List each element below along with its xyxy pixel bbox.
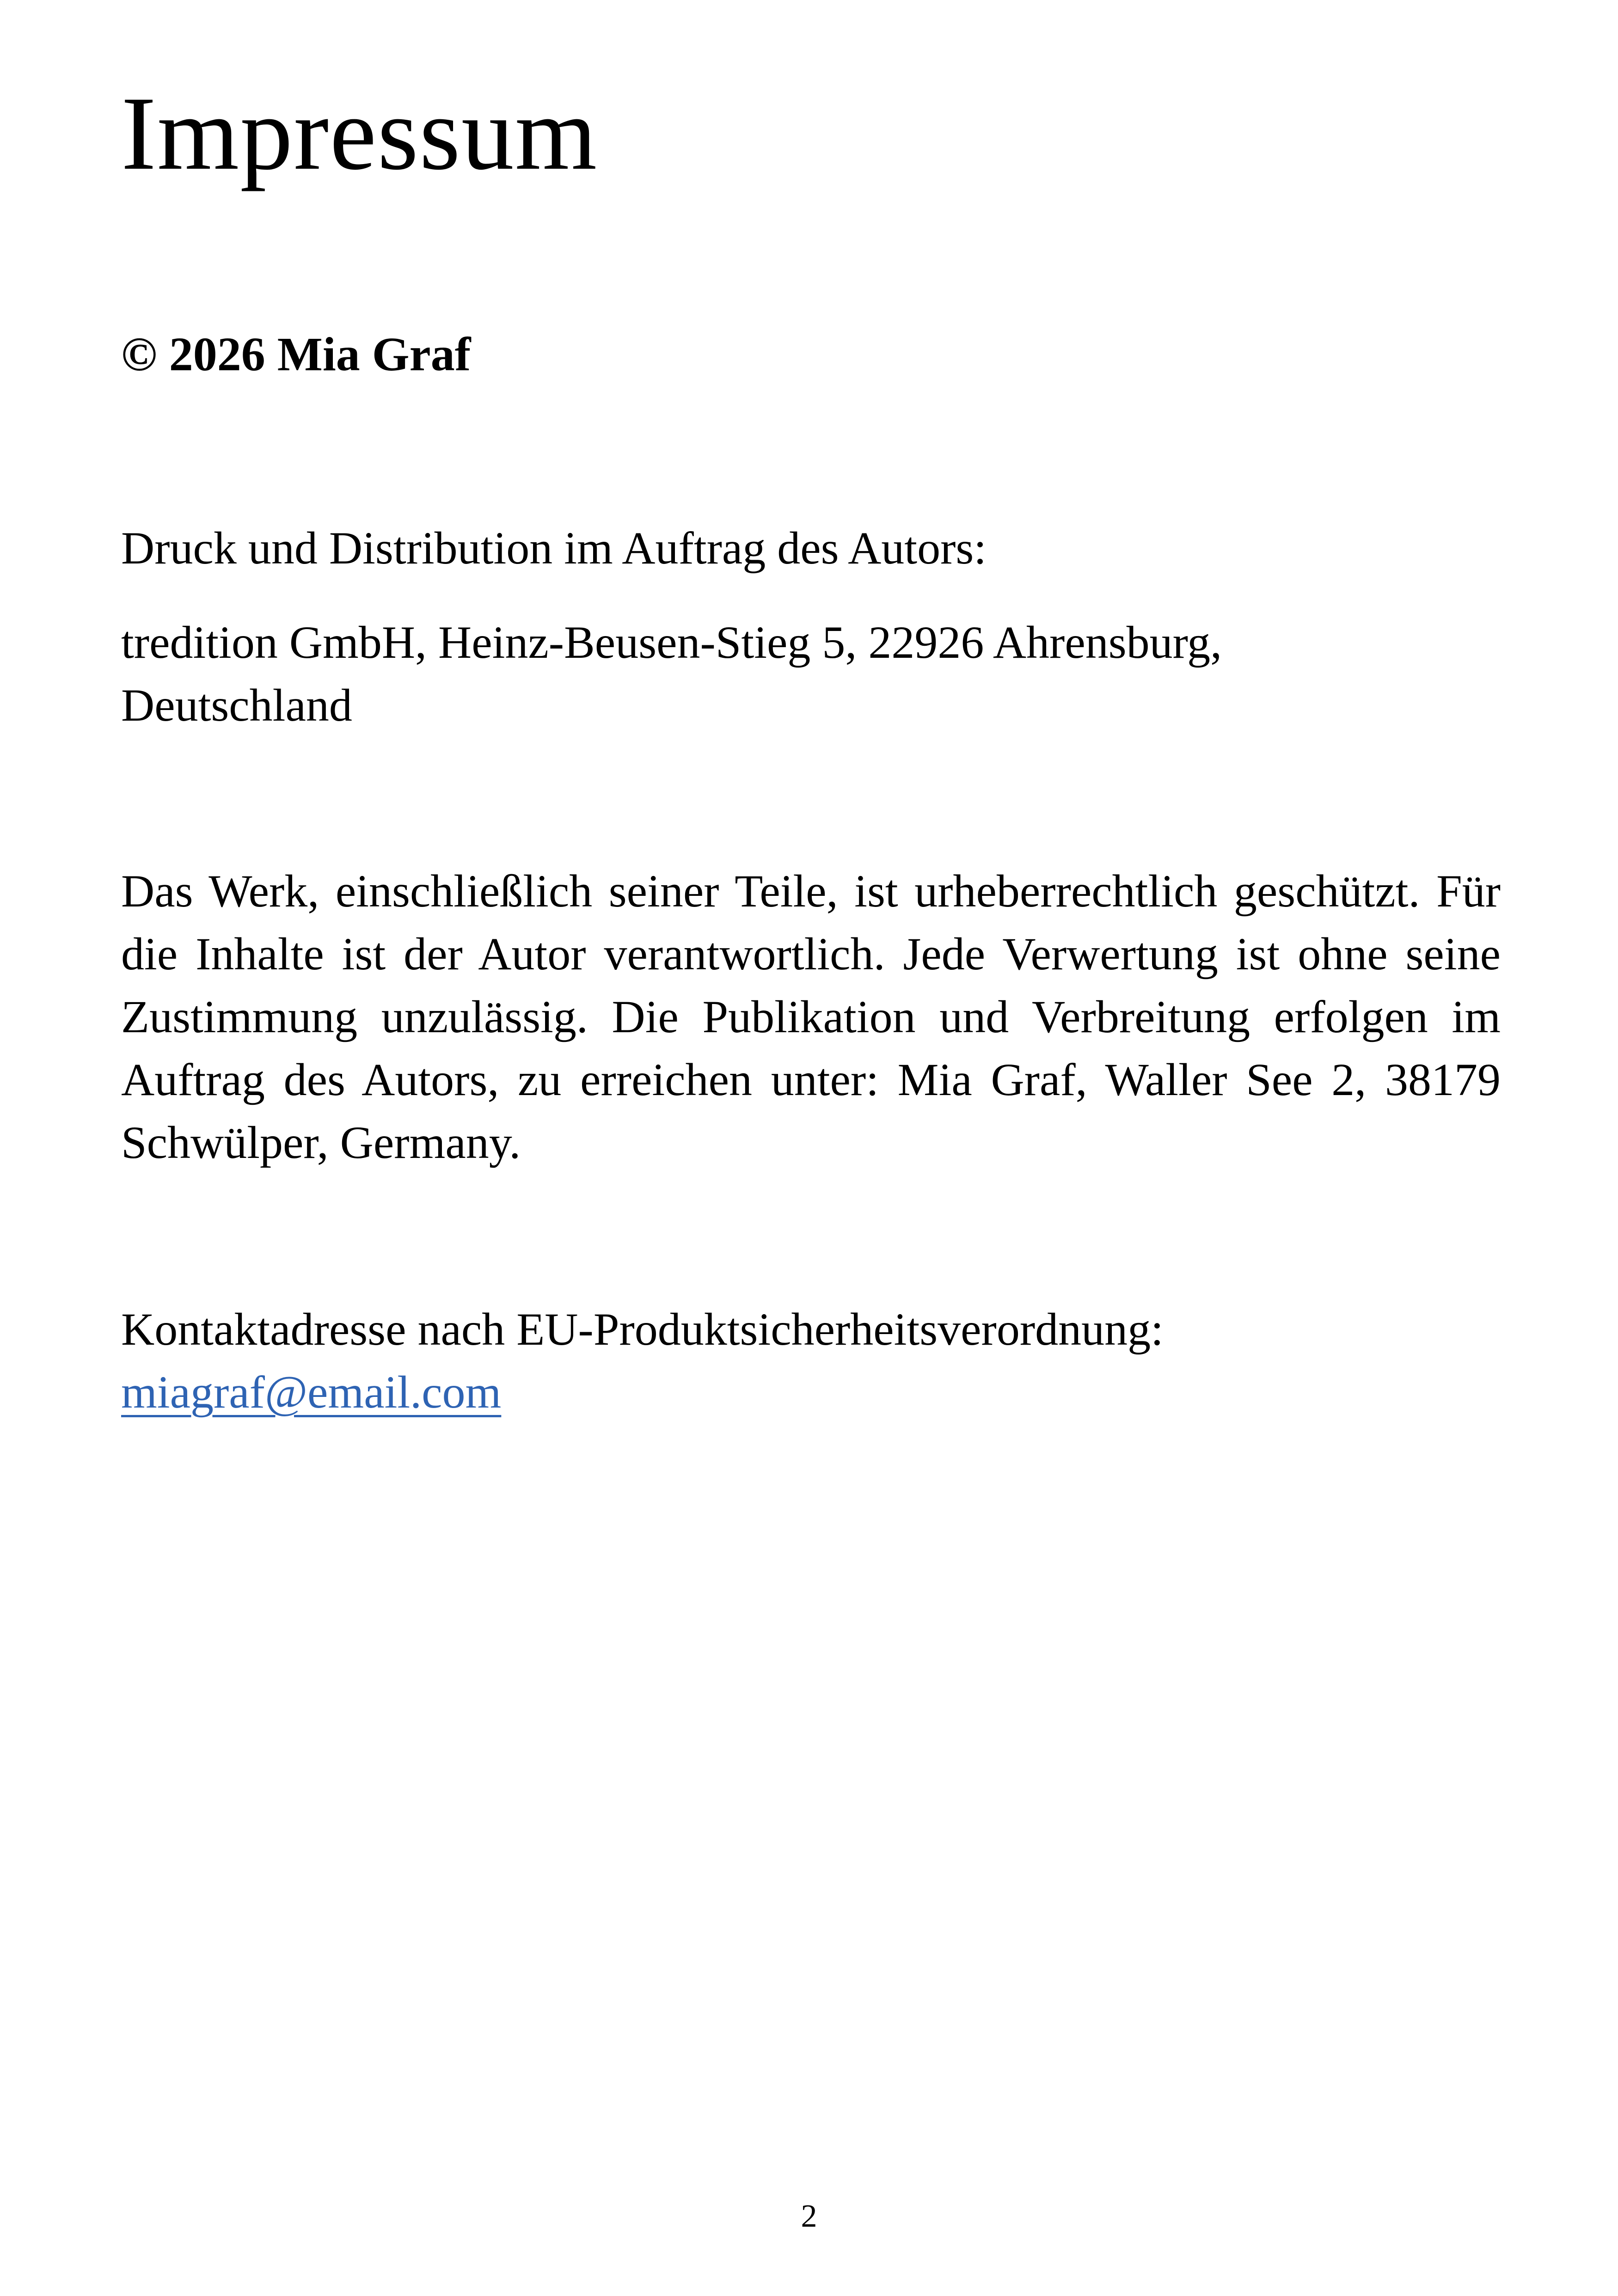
- contact-email-link[interactable]: miagraf@email.com: [121, 1366, 502, 1418]
- copyright-notice: © 2026 Mia Graf: [121, 328, 471, 381]
- printer-address: tredition GmbH, Heinz-Beusen-Stieg 5, 22926 Ahrensburg, Deutschland: [121, 617, 1222, 731]
- page-number: 2: [801, 2198, 817, 2234]
- contact-label: Kontaktadresse nach EU-Produktsicherheitsverordnung:: [121, 1304, 1164, 1355]
- page-title: Impressum: [121, 75, 598, 192]
- rights-notice: Das Werk, einschließlich seiner Teile, ist urheberrechtlich geschützt. Für die Inhalte ist der Autor verantwortlich. Jede Verwertung ist ohne seine Zustimmung unzulässig. Die Publikation und Verbreitung erfolgen im Auftrag des Autors, zu erreichen unter: Mia Graf, Waller See 2, 38179 Schwülper, Germany.: [121, 865, 1501, 1168]
- printing-label: Druck und Distribution im Auftrag des Autors:: [121, 522, 987, 574]
